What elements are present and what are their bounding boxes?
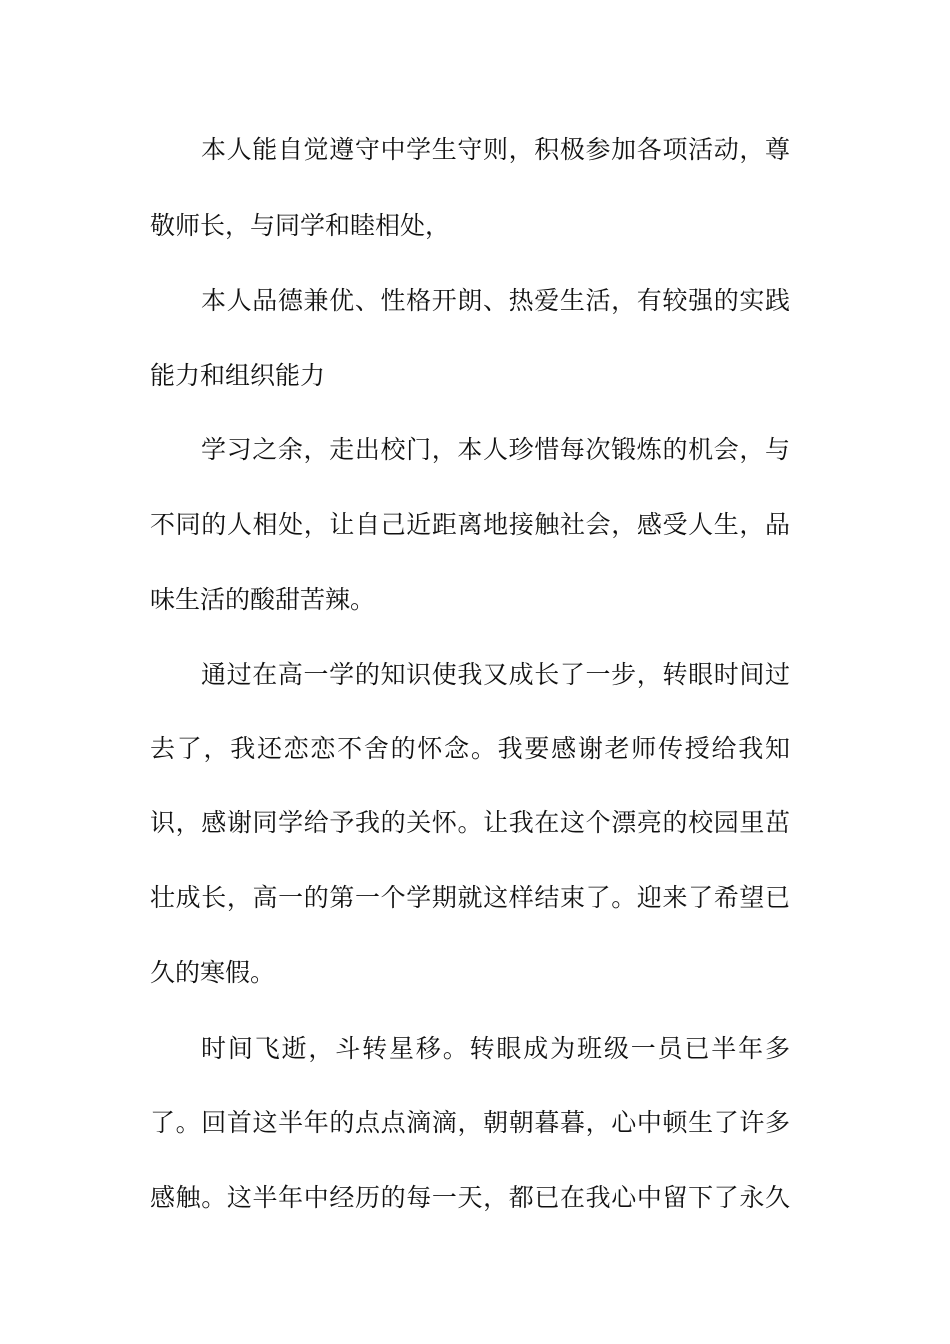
paragraph-line: 通过在高一学的知识使我又成长了一步，转眼时间过 <box>201 660 790 689</box>
paragraph-line: 去了，我还恋恋不舍的怀念。我要感谢老师传授给我知 <box>150 734 790 763</box>
paragraph-line: 味生活的酸甜苦辣。 <box>150 585 376 614</box>
paragraph-line: 壮成长，高一的第一个学期就这样结束了。迎来了希望已 <box>150 883 790 912</box>
paragraph-line: 时间飞逝，斗转星移。转眼成为班级一员已半年多 <box>201 1034 790 1063</box>
paragraph-line: 了。回首这半年的点点滴滴，朝朝暮暮，心中顿生了许多 <box>150 1108 790 1137</box>
paragraph-line: 本人品德兼优、性格开朗、热爱生活，有较强的实践 <box>201 286 790 315</box>
paragraph-line: 敬师长，与同学和睦相处， <box>150 211 451 240</box>
paragraph-line: 不同的人相处，让自己近距离地接触社会，感受人生，品 <box>150 510 790 539</box>
paragraph-line: 学习之余，走出校门，本人珍惜每次锻炼的机会，与 <box>201 435 790 464</box>
paragraph-line: 能力和组织能力 <box>150 361 326 390</box>
paragraph-line: 久的寒假。 <box>150 958 276 987</box>
paragraph-line: 感触。这半年中经历的每一天，都已在我心中留下了永久 <box>150 1183 790 1212</box>
paragraph-line: 本人能自觉遵守中学生守则，积极参加各项活动，尊 <box>201 135 790 164</box>
paragraph-line: 识，感谢同学给予我的关怀。让我在这个漂亮的校园里茁 <box>150 808 790 837</box>
